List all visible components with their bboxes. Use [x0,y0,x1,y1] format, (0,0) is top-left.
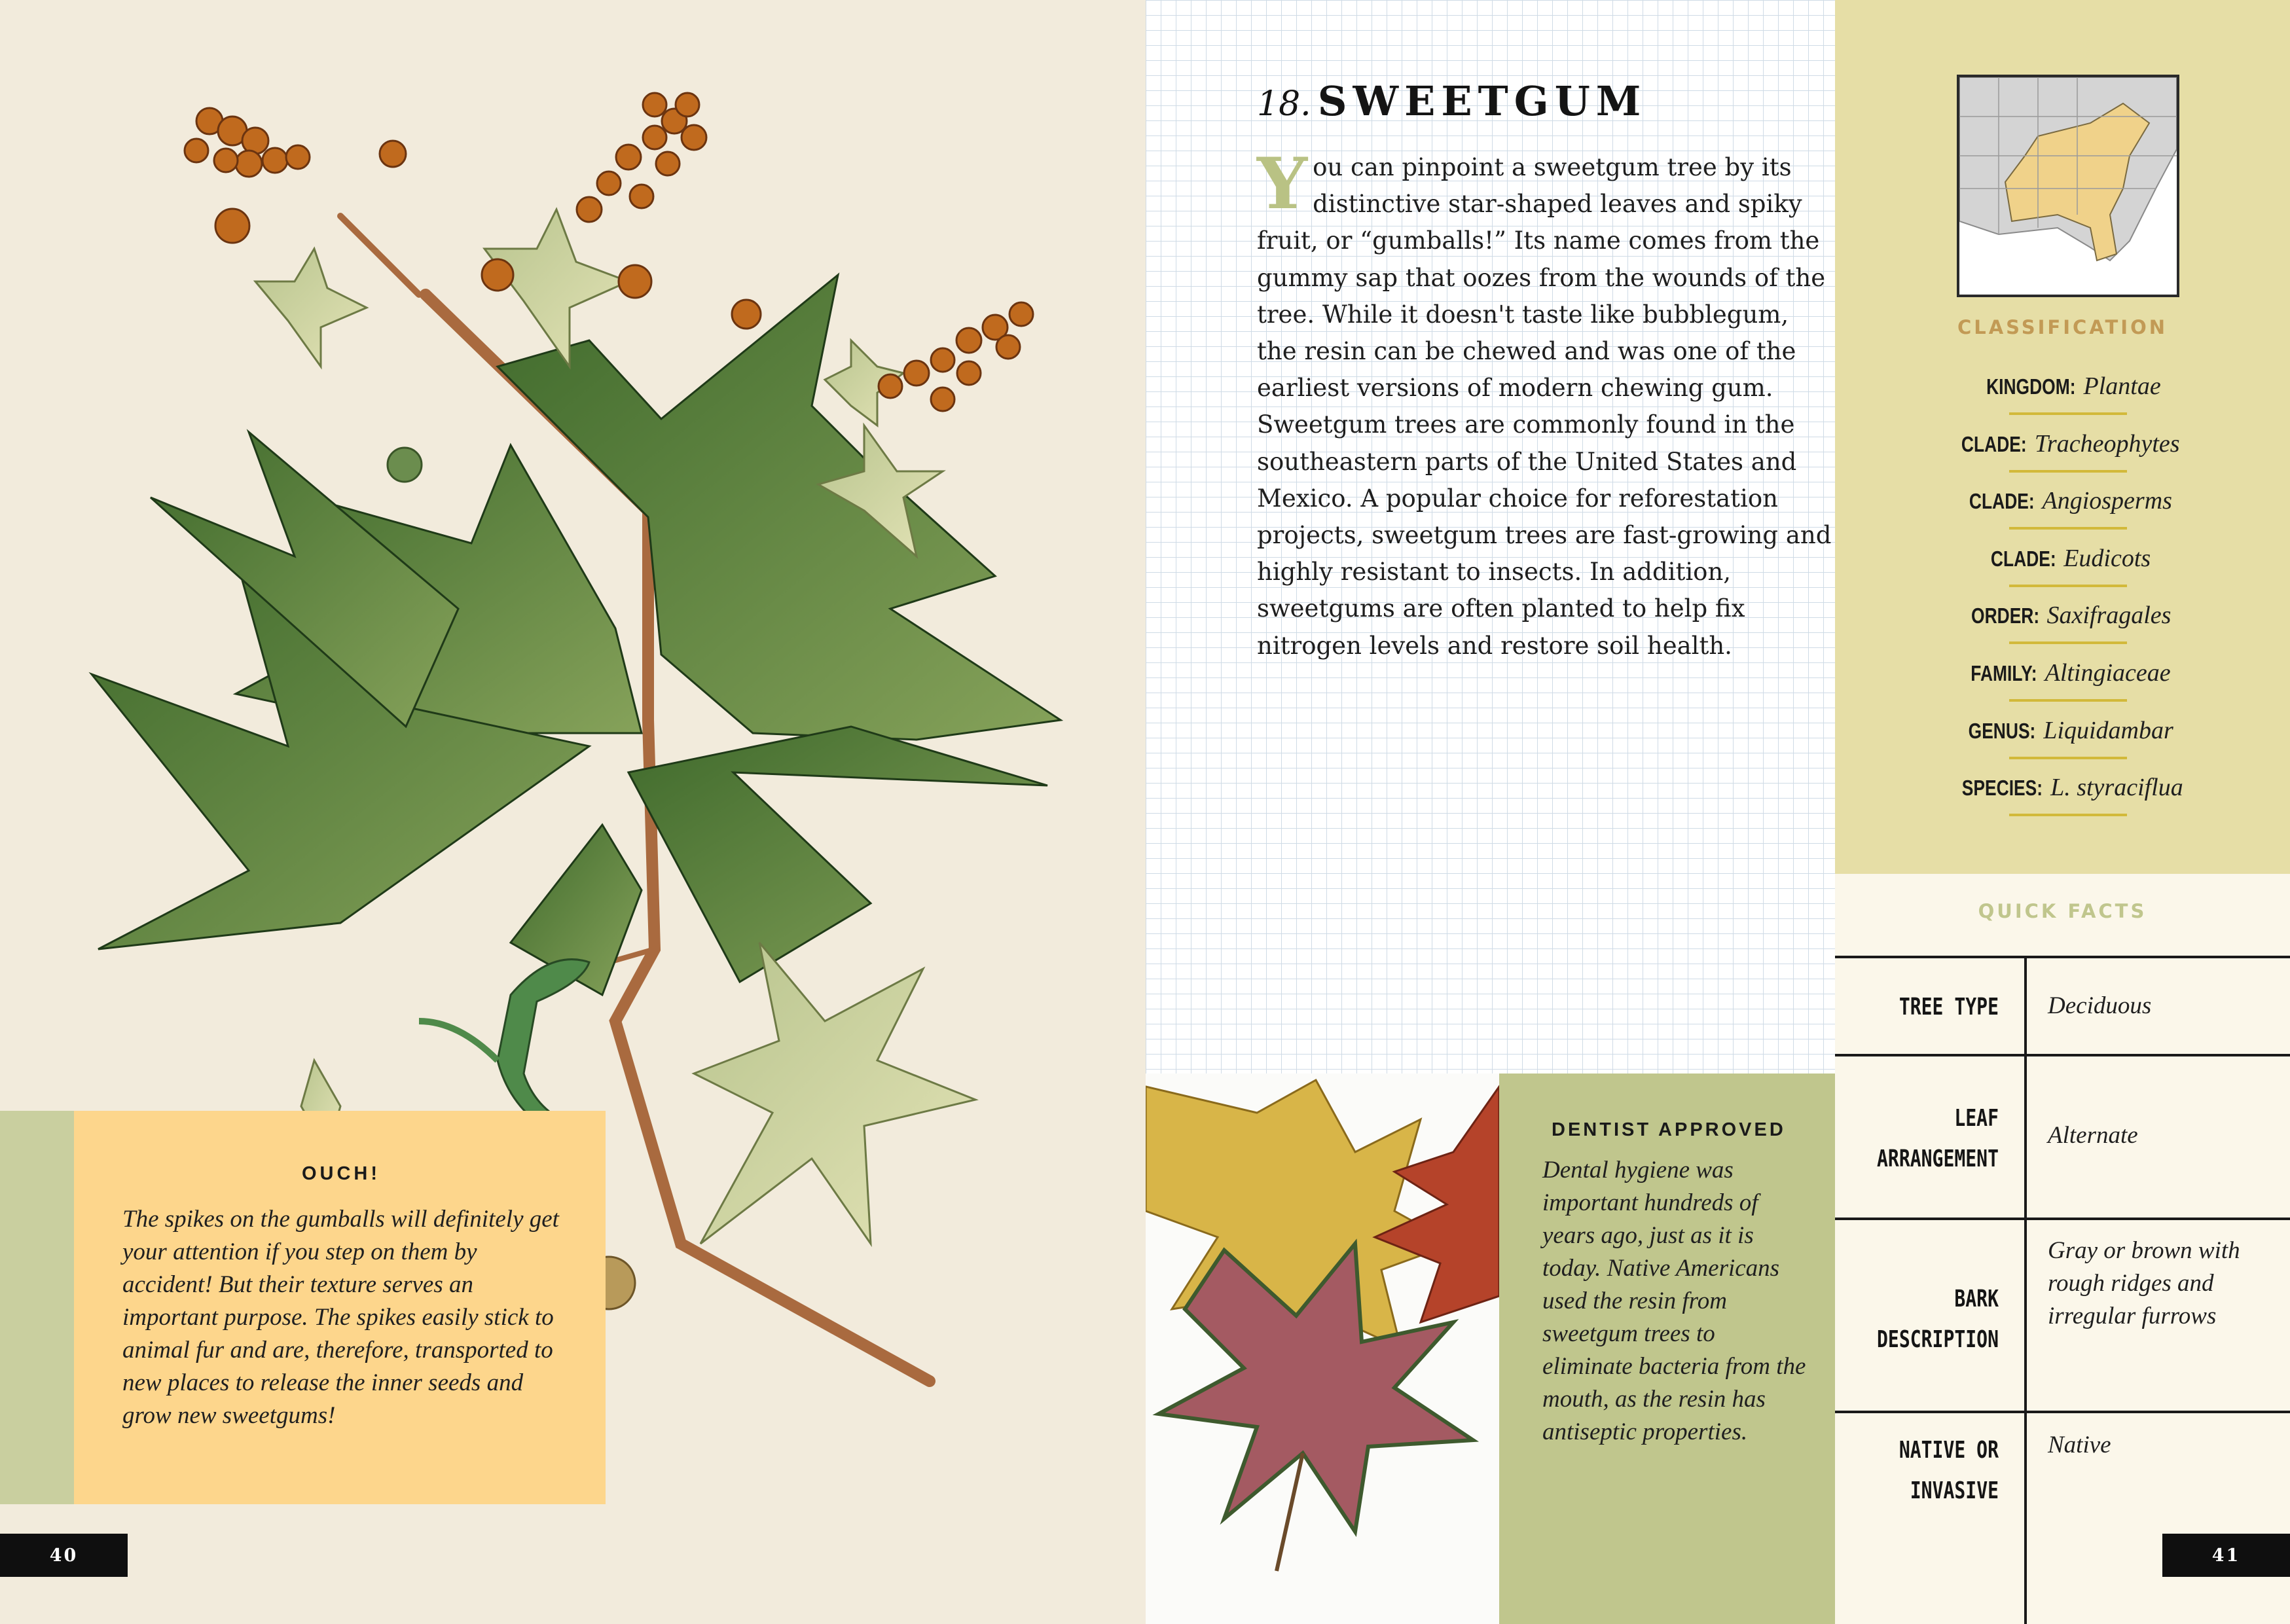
dentist-approved-callout [1499,1074,1835,1624]
classification-taxon: Angiosperms [2042,487,2172,515]
classification-taxon: L. styraciflua [2050,774,2183,802]
quick-fact-row [1835,956,2290,1054]
classification-underline [2009,585,2127,587]
range-map-graphic [1959,77,2177,295]
classification-rank: CLADE: [1990,546,2056,571]
classification-rank: SPECIES: [1962,776,2043,801]
entry-body [1257,143,1833,664]
quick-fact-row [1835,1054,2290,1218]
classification-title: CLASSIFICATION [1957,316,2168,338]
classification-panel [1835,0,2290,874]
entry-number: 18. [1257,84,1311,124]
classification-underline [2009,699,2127,702]
entry-title [1257,77,1646,125]
page-number-right: 41 [2162,1534,2290,1577]
classification-rank: GENUS: [1968,718,2036,743]
classification-rank: CLADE: [1969,489,2035,514]
dentist-title: DENTIST APPROVED [1552,1119,1786,1140]
classification-item [1835,367,2290,424]
entry-page [1146,0,1835,1624]
classification-item [1835,539,2290,596]
classification-list [1835,367,2290,825]
quick-fact-label: LEAF ARRANGEMENT [1877,1105,1999,1172]
classification-item [1835,596,2290,653]
classification-item [1835,653,2290,711]
classification-rank: KINGDOM: [1986,374,2076,399]
quick-fact-row [1835,1218,2290,1414]
quick-fact-label: BARK DESCRIPTION [1877,1286,1999,1353]
classification-item [1835,424,2290,482]
ouch-title: OUCH! [301,1163,381,1184]
classification-rank: ORDER: [1971,604,2039,628]
quick-fact-value: Gray or brown with rough ridges and irregular furrows [2048,1237,2240,1329]
autumn-leaves-image [1146,1074,1499,1624]
facts-page [1835,0,2290,1624]
page-number-left: 40 [0,1534,128,1577]
quick-fact-value: Alternate [2048,1122,2138,1149]
classification-underline [2009,412,2127,415]
quick-fact-label: NATIVE OR INVASIVE [1899,1437,1999,1504]
classification-item [1835,481,2290,539]
classification-taxon: Altingiaceae [2045,659,2171,687]
classification-item [1835,711,2290,768]
classification-underline [2009,527,2127,530]
classification-underline [2009,641,2127,644]
decorative-floral-strip [0,1111,74,1504]
classification-underline [2009,757,2127,759]
classification-taxon: Eudicots [2063,544,2151,572]
classification-underline [2009,470,2127,473]
quick-facts-title: QUICK FACTS [1978,900,2147,922]
ouch-callout [74,1111,606,1504]
quick-facts-divider [2024,956,2027,1624]
classification-taxon: Plantae [2083,372,2161,400]
quick-fact-value: Native [2048,1432,2111,1458]
classification-underline [2009,814,2127,816]
entry-name: SWEETGUM [1317,77,1647,125]
green-seed-ball [388,448,422,482]
classification-taxon: Liquidambar [2043,716,2173,744]
quick-fact-row [1835,1411,2290,1624]
classification-item [1835,768,2290,825]
classification-taxon: Tracheophytes [2034,429,2180,458]
entry-body-text: ou can pinpoint a sweetgum tree by its distinctive star-shaped leaves and spiky fruit, or “gumballs!” Its name comes from the gummy sap that oozes from the wounds of the tree. While it doesn't taste like bubblegum, the resin can be chewed and was one of the earliest versions of modern chewing gum. Sweetgum trees are commonly found in the southeastern parts of the United States and Mexico. A popular choice for reforestation projects, sweetgum trees are fast-growing and highly resistant to insects. In addition, sweetgums are often planted to help fix nitrogen levels and restore soil health. [1257,153,1832,660]
quick-fact-label: TREE TYPE [1899,994,1999,1020]
drop-cap: Y [1257,143,1308,225]
range-map [1957,75,2179,297]
quick-fact-value: Deciduous [2048,992,2152,1019]
classification-rank: FAMILY: [1971,660,2037,685]
dentist-text: Dental hygiene was important hundreds of years ago, just as it is today. Native Americans used the resin from sweetgum trees to eliminate bacteria from the mouth, as the resin has antiseptic properties. [1542,1157,1806,1445]
classification-taxon: Saxifragales [2046,602,2172,630]
classification-rank: CLADE: [1961,431,2027,456]
ouch-text: The spikes on the gumballs will definitely get your attention if you step on them by accident! But their texture serves an important purpose. The spikes easily stick to animal fur and are, therefore, transported to new places to release the inner seeds and grow new sweetgums! [122,1206,559,1429]
